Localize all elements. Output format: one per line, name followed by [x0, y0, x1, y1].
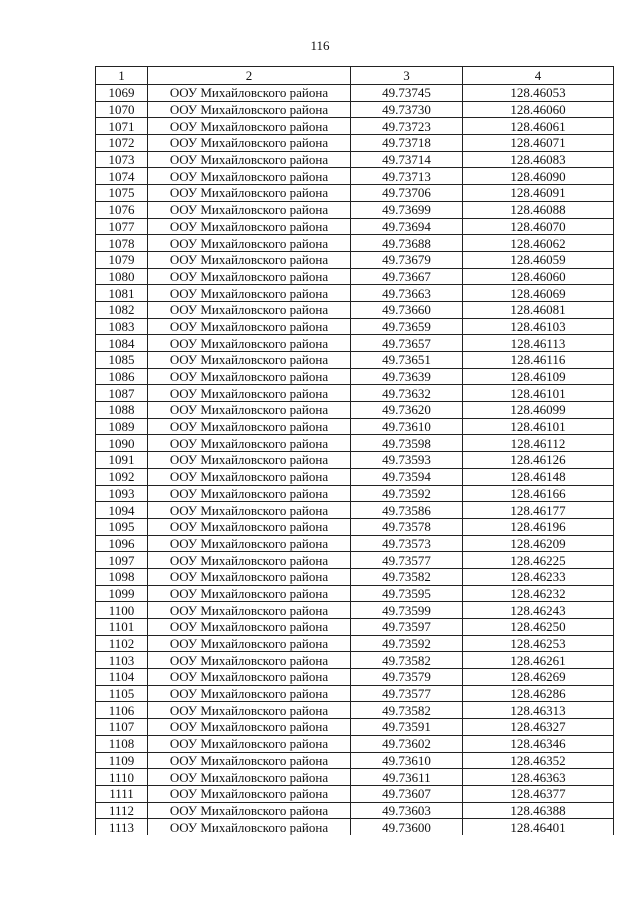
table-row	[96, 301, 614, 318]
organization-cell: ООУ Михайловского района	[148, 602, 351, 619]
organization-cell: ООУ Михайловского района	[148, 769, 351, 786]
table-row	[96, 619, 614, 636]
longitude-cell: 128.46377	[463, 785, 614, 802]
organization-cell: ООУ Михайловского района	[148, 652, 351, 669]
point-number-cell: 1110	[96, 769, 148, 786]
table-row	[96, 819, 614, 835]
point-number-cell: 1081	[96, 285, 148, 302]
table-row	[96, 151, 614, 168]
table-row	[96, 118, 614, 135]
table-row	[96, 485, 614, 502]
latitude-cell: 49.73632	[351, 385, 463, 402]
longitude-cell: 128.46388	[463, 802, 614, 819]
organization-cell: ООУ Михайловского района	[148, 301, 351, 318]
table-row	[96, 502, 614, 519]
table-row	[96, 702, 614, 719]
organization-cell: ООУ Михайловского района	[148, 235, 351, 252]
longitude-cell: 128.46081	[463, 301, 614, 318]
organization-cell: ООУ Михайловского района	[148, 135, 351, 152]
table-row	[96, 552, 614, 569]
point-number-cell: 1089	[96, 418, 148, 435]
organization-cell: ООУ Михайловского района	[148, 785, 351, 802]
organization-cell: ООУ Михайловского района	[148, 735, 351, 752]
latitude-cell: 49.73723	[351, 118, 463, 135]
organization-cell: ООУ Михайловского района	[148, 402, 351, 419]
table-row	[96, 535, 614, 552]
latitude-cell: 49.73745	[351, 85, 463, 102]
latitude-cell: 49.73679	[351, 251, 463, 268]
table-row	[96, 402, 614, 419]
table-row	[96, 652, 614, 669]
point-number-cell: 1074	[96, 168, 148, 185]
point-number-cell: 1069	[96, 85, 148, 102]
point-number-cell: 1070	[96, 101, 148, 118]
column-header-4: 4	[463, 67, 614, 85]
organization-cell: ООУ Михайловского района	[148, 85, 351, 102]
table-row	[96, 251, 614, 268]
latitude-cell: 49.73607	[351, 785, 463, 802]
longitude-cell: 128.46070	[463, 218, 614, 235]
latitude-cell: 49.73667	[351, 268, 463, 285]
table-row	[96, 669, 614, 686]
organization-cell: ООУ Михайловского района	[148, 201, 351, 218]
point-number-cell: 1106	[96, 702, 148, 719]
longitude-cell: 128.46148	[463, 468, 614, 485]
point-number-cell: 1094	[96, 502, 148, 519]
column-header-2: 2	[148, 67, 351, 85]
latitude-cell: 49.73620	[351, 402, 463, 419]
longitude-cell: 128.46083	[463, 151, 614, 168]
organization-cell: ООУ Михайловского района	[148, 535, 351, 552]
point-number-cell: 1078	[96, 235, 148, 252]
organization-cell: ООУ Михайловского района	[148, 335, 351, 352]
organization-cell: ООУ Михайловского района	[148, 251, 351, 268]
table-row	[96, 585, 614, 602]
organization-cell: ООУ Михайловского района	[148, 719, 351, 736]
latitude-cell: 49.73611	[351, 769, 463, 786]
table-row	[96, 335, 614, 352]
longitude-cell: 128.46243	[463, 602, 614, 619]
organization-cell: ООУ Михайловского района	[148, 268, 351, 285]
organization-cell: ООУ Михайловского района	[148, 352, 351, 369]
organization-cell: ООУ Михайловского района	[148, 168, 351, 185]
page-number: 116	[310, 38, 330, 53]
table-row	[96, 85, 614, 102]
latitude-cell: 49.73660	[351, 301, 463, 318]
organization-cell: ООУ Михайловского района	[148, 118, 351, 135]
organization-cell: ООУ Михайловского района	[148, 101, 351, 118]
latitude-cell: 49.73699	[351, 201, 463, 218]
latitude-cell: 49.73578	[351, 518, 463, 535]
longitude-cell: 128.46101	[463, 418, 614, 435]
table-row	[96, 135, 614, 152]
latitude-cell: 49.73586	[351, 502, 463, 519]
longitude-cell: 128.46113	[463, 335, 614, 352]
longitude-cell: 128.46103	[463, 318, 614, 335]
point-number-cell: 1079	[96, 251, 148, 268]
latitude-cell: 49.73610	[351, 418, 463, 435]
table-row	[96, 518, 614, 535]
point-number-cell: 1109	[96, 752, 148, 769]
organization-cell: ООУ Михайловского района	[148, 518, 351, 535]
table-row	[96, 635, 614, 652]
longitude-cell: 128.46209	[463, 535, 614, 552]
coordinates-table	[95, 66, 614, 835]
longitude-cell: 128.46327	[463, 719, 614, 736]
table-row	[96, 435, 614, 452]
point-number-cell: 1083	[96, 318, 148, 335]
latitude-cell: 49.73639	[351, 368, 463, 385]
point-number-cell: 1097	[96, 552, 148, 569]
longitude-cell: 128.46071	[463, 135, 614, 152]
longitude-cell: 128.46126	[463, 452, 614, 469]
latitude-cell: 49.73582	[351, 702, 463, 719]
latitude-cell: 49.73603	[351, 802, 463, 819]
longitude-cell: 128.46286	[463, 685, 614, 702]
point-number-cell: 1091	[96, 452, 148, 469]
point-number-cell: 1077	[96, 218, 148, 235]
table-row	[96, 218, 614, 235]
point-number-cell: 1092	[96, 468, 148, 485]
table-header-row	[96, 67, 614, 85]
longitude-cell: 128.46261	[463, 652, 614, 669]
table-row	[96, 201, 614, 218]
point-number-cell: 1076	[96, 201, 148, 218]
latitude-cell: 49.73688	[351, 235, 463, 252]
table-row	[96, 468, 614, 485]
latitude-cell: 49.73718	[351, 135, 463, 152]
point-number-cell: 1105	[96, 685, 148, 702]
organization-cell: ООУ Михайловского района	[148, 702, 351, 719]
point-number-cell: 1072	[96, 135, 148, 152]
latitude-cell: 49.73592	[351, 635, 463, 652]
table-row	[96, 735, 614, 752]
organization-cell: ООУ Михайловского района	[148, 285, 351, 302]
longitude-cell: 128.46352	[463, 752, 614, 769]
latitude-cell: 49.73713	[351, 168, 463, 185]
organization-cell: ООУ Михайловского района	[148, 385, 351, 402]
longitude-cell: 128.46401	[463, 819, 614, 835]
longitude-cell: 128.46313	[463, 702, 614, 719]
organization-cell: ООУ Михайловского района	[148, 568, 351, 585]
organization-cell: ООУ Михайловского района	[148, 819, 351, 835]
point-number-cell: 1101	[96, 619, 148, 636]
table-row	[96, 568, 614, 585]
latitude-cell: 49.73582	[351, 568, 463, 585]
longitude-cell: 128.46062	[463, 235, 614, 252]
point-number-cell: 1111	[96, 785, 148, 802]
latitude-cell: 49.73714	[351, 151, 463, 168]
latitude-cell: 49.73610	[351, 752, 463, 769]
table-row	[96, 602, 614, 619]
table-row	[96, 752, 614, 769]
longitude-cell: 128.46091	[463, 185, 614, 202]
organization-cell: ООУ Михайловского района	[148, 418, 351, 435]
organization-cell: ООУ Михайловского района	[148, 802, 351, 819]
point-number-cell: 1084	[96, 335, 148, 352]
point-number-cell: 1099	[96, 585, 148, 602]
organization-cell: ООУ Михайловского района	[148, 318, 351, 335]
longitude-cell: 128.46166	[463, 485, 614, 502]
longitude-cell: 128.46099	[463, 402, 614, 419]
point-number-cell: 1112	[96, 802, 148, 819]
point-number-cell: 1082	[96, 301, 148, 318]
longitude-cell: 128.46253	[463, 635, 614, 652]
point-number-cell: 1102	[96, 635, 148, 652]
latitude-cell: 49.73593	[351, 452, 463, 469]
point-number-cell: 1085	[96, 352, 148, 369]
organization-cell: ООУ Михайловского района	[148, 669, 351, 686]
point-number-cell: 1100	[96, 602, 148, 619]
longitude-cell: 128.46177	[463, 502, 614, 519]
organization-cell: ООУ Михайловского района	[148, 552, 351, 569]
longitude-cell: 128.46225	[463, 552, 614, 569]
longitude-cell: 128.46233	[463, 568, 614, 585]
longitude-cell: 128.46363	[463, 769, 614, 786]
longitude-cell: 128.46232	[463, 585, 614, 602]
latitude-cell: 49.73582	[351, 652, 463, 669]
table-row	[96, 418, 614, 435]
table-row	[96, 185, 614, 202]
column-header-1: 1	[96, 67, 148, 85]
organization-cell: ООУ Михайловского района	[148, 218, 351, 235]
latitude-cell: 49.73659	[351, 318, 463, 335]
point-number-cell: 1093	[96, 485, 148, 502]
table-row	[96, 318, 614, 335]
point-number-cell: 1103	[96, 652, 148, 669]
organization-cell: ООУ Михайловского района	[148, 435, 351, 452]
latitude-cell: 49.73657	[351, 335, 463, 352]
longitude-cell: 128.46250	[463, 619, 614, 636]
longitude-cell: 128.46060	[463, 101, 614, 118]
table-row	[96, 368, 614, 385]
latitude-cell: 49.73663	[351, 285, 463, 302]
latitude-cell: 49.73651	[351, 352, 463, 369]
latitude-cell: 49.73577	[351, 552, 463, 569]
longitude-cell: 128.46059	[463, 251, 614, 268]
longitude-cell: 128.46088	[463, 201, 614, 218]
table-row	[96, 719, 614, 736]
table-row	[96, 235, 614, 252]
organization-cell: ООУ Михайловского района	[148, 635, 351, 652]
latitude-cell: 49.73706	[351, 185, 463, 202]
latitude-cell: 49.73598	[351, 435, 463, 452]
table-row	[96, 769, 614, 786]
point-number-cell: 1090	[96, 435, 148, 452]
latitude-cell: 49.73577	[351, 685, 463, 702]
table-row	[96, 268, 614, 285]
table-body	[96, 85, 614, 835]
longitude-cell: 128.46269	[463, 669, 614, 686]
latitude-cell: 49.73592	[351, 485, 463, 502]
organization-cell: ООУ Михайловского района	[148, 452, 351, 469]
latitude-cell: 49.73579	[351, 669, 463, 686]
longitude-cell: 128.46053	[463, 85, 614, 102]
longitude-cell: 128.46196	[463, 518, 614, 535]
table-row	[96, 285, 614, 302]
point-number-cell: 1098	[96, 568, 148, 585]
point-number-cell: 1096	[96, 535, 148, 552]
table-row	[96, 785, 614, 802]
latitude-cell: 49.73591	[351, 719, 463, 736]
organization-cell: ООУ Михайловского района	[148, 485, 351, 502]
longitude-cell: 128.46116	[463, 352, 614, 369]
latitude-cell: 49.73594	[351, 468, 463, 485]
organization-cell: ООУ Михайловского района	[148, 151, 351, 168]
longitude-cell: 128.46109	[463, 368, 614, 385]
longitude-cell: 128.46112	[463, 435, 614, 452]
organization-cell: ООУ Михайловского района	[148, 185, 351, 202]
point-number-cell: 1086	[96, 368, 148, 385]
organization-cell: ООУ Михайловского района	[148, 368, 351, 385]
latitude-cell: 49.73602	[351, 735, 463, 752]
organization-cell: ООУ Михайловского района	[148, 685, 351, 702]
point-number-cell: 1104	[96, 669, 148, 686]
latitude-cell: 49.73730	[351, 101, 463, 118]
longitude-cell: 128.46090	[463, 168, 614, 185]
longitude-cell: 128.46061	[463, 118, 614, 135]
organization-cell: ООУ Михайловского района	[148, 752, 351, 769]
point-number-cell: 1080	[96, 268, 148, 285]
point-number-cell: 1087	[96, 385, 148, 402]
table-row	[96, 352, 614, 369]
column-header-3: 3	[351, 67, 463, 85]
latitude-cell: 49.73597	[351, 619, 463, 636]
organization-cell: ООУ Михайловского района	[148, 502, 351, 519]
point-number-cell: 1113	[96, 819, 148, 835]
point-number-cell: 1108	[96, 735, 148, 752]
latitude-cell: 49.73573	[351, 535, 463, 552]
table-row	[96, 802, 614, 819]
point-number-cell: 1095	[96, 518, 148, 535]
longitude-cell: 128.46101	[463, 385, 614, 402]
latitude-cell: 49.73694	[351, 218, 463, 235]
point-number-cell: 1075	[96, 185, 148, 202]
organization-cell: ООУ Михайловского района	[148, 585, 351, 602]
table-row	[96, 685, 614, 702]
organization-cell: ООУ Михайловского района	[148, 619, 351, 636]
longitude-cell: 128.46060	[463, 268, 614, 285]
table-row	[96, 385, 614, 402]
point-number-cell: 1107	[96, 719, 148, 736]
point-number-cell: 1071	[96, 118, 148, 135]
latitude-cell: 49.73595	[351, 585, 463, 602]
organization-cell: ООУ Михайловского района	[148, 468, 351, 485]
longitude-cell: 128.46069	[463, 285, 614, 302]
point-number-cell: 1088	[96, 402, 148, 419]
longitude-cell: 128.46346	[463, 735, 614, 752]
table-row	[96, 101, 614, 118]
point-number-cell: 1073	[96, 151, 148, 168]
table-row	[96, 452, 614, 469]
latitude-cell: 49.73600	[351, 819, 463, 835]
table-row	[96, 168, 614, 185]
latitude-cell: 49.73599	[351, 602, 463, 619]
